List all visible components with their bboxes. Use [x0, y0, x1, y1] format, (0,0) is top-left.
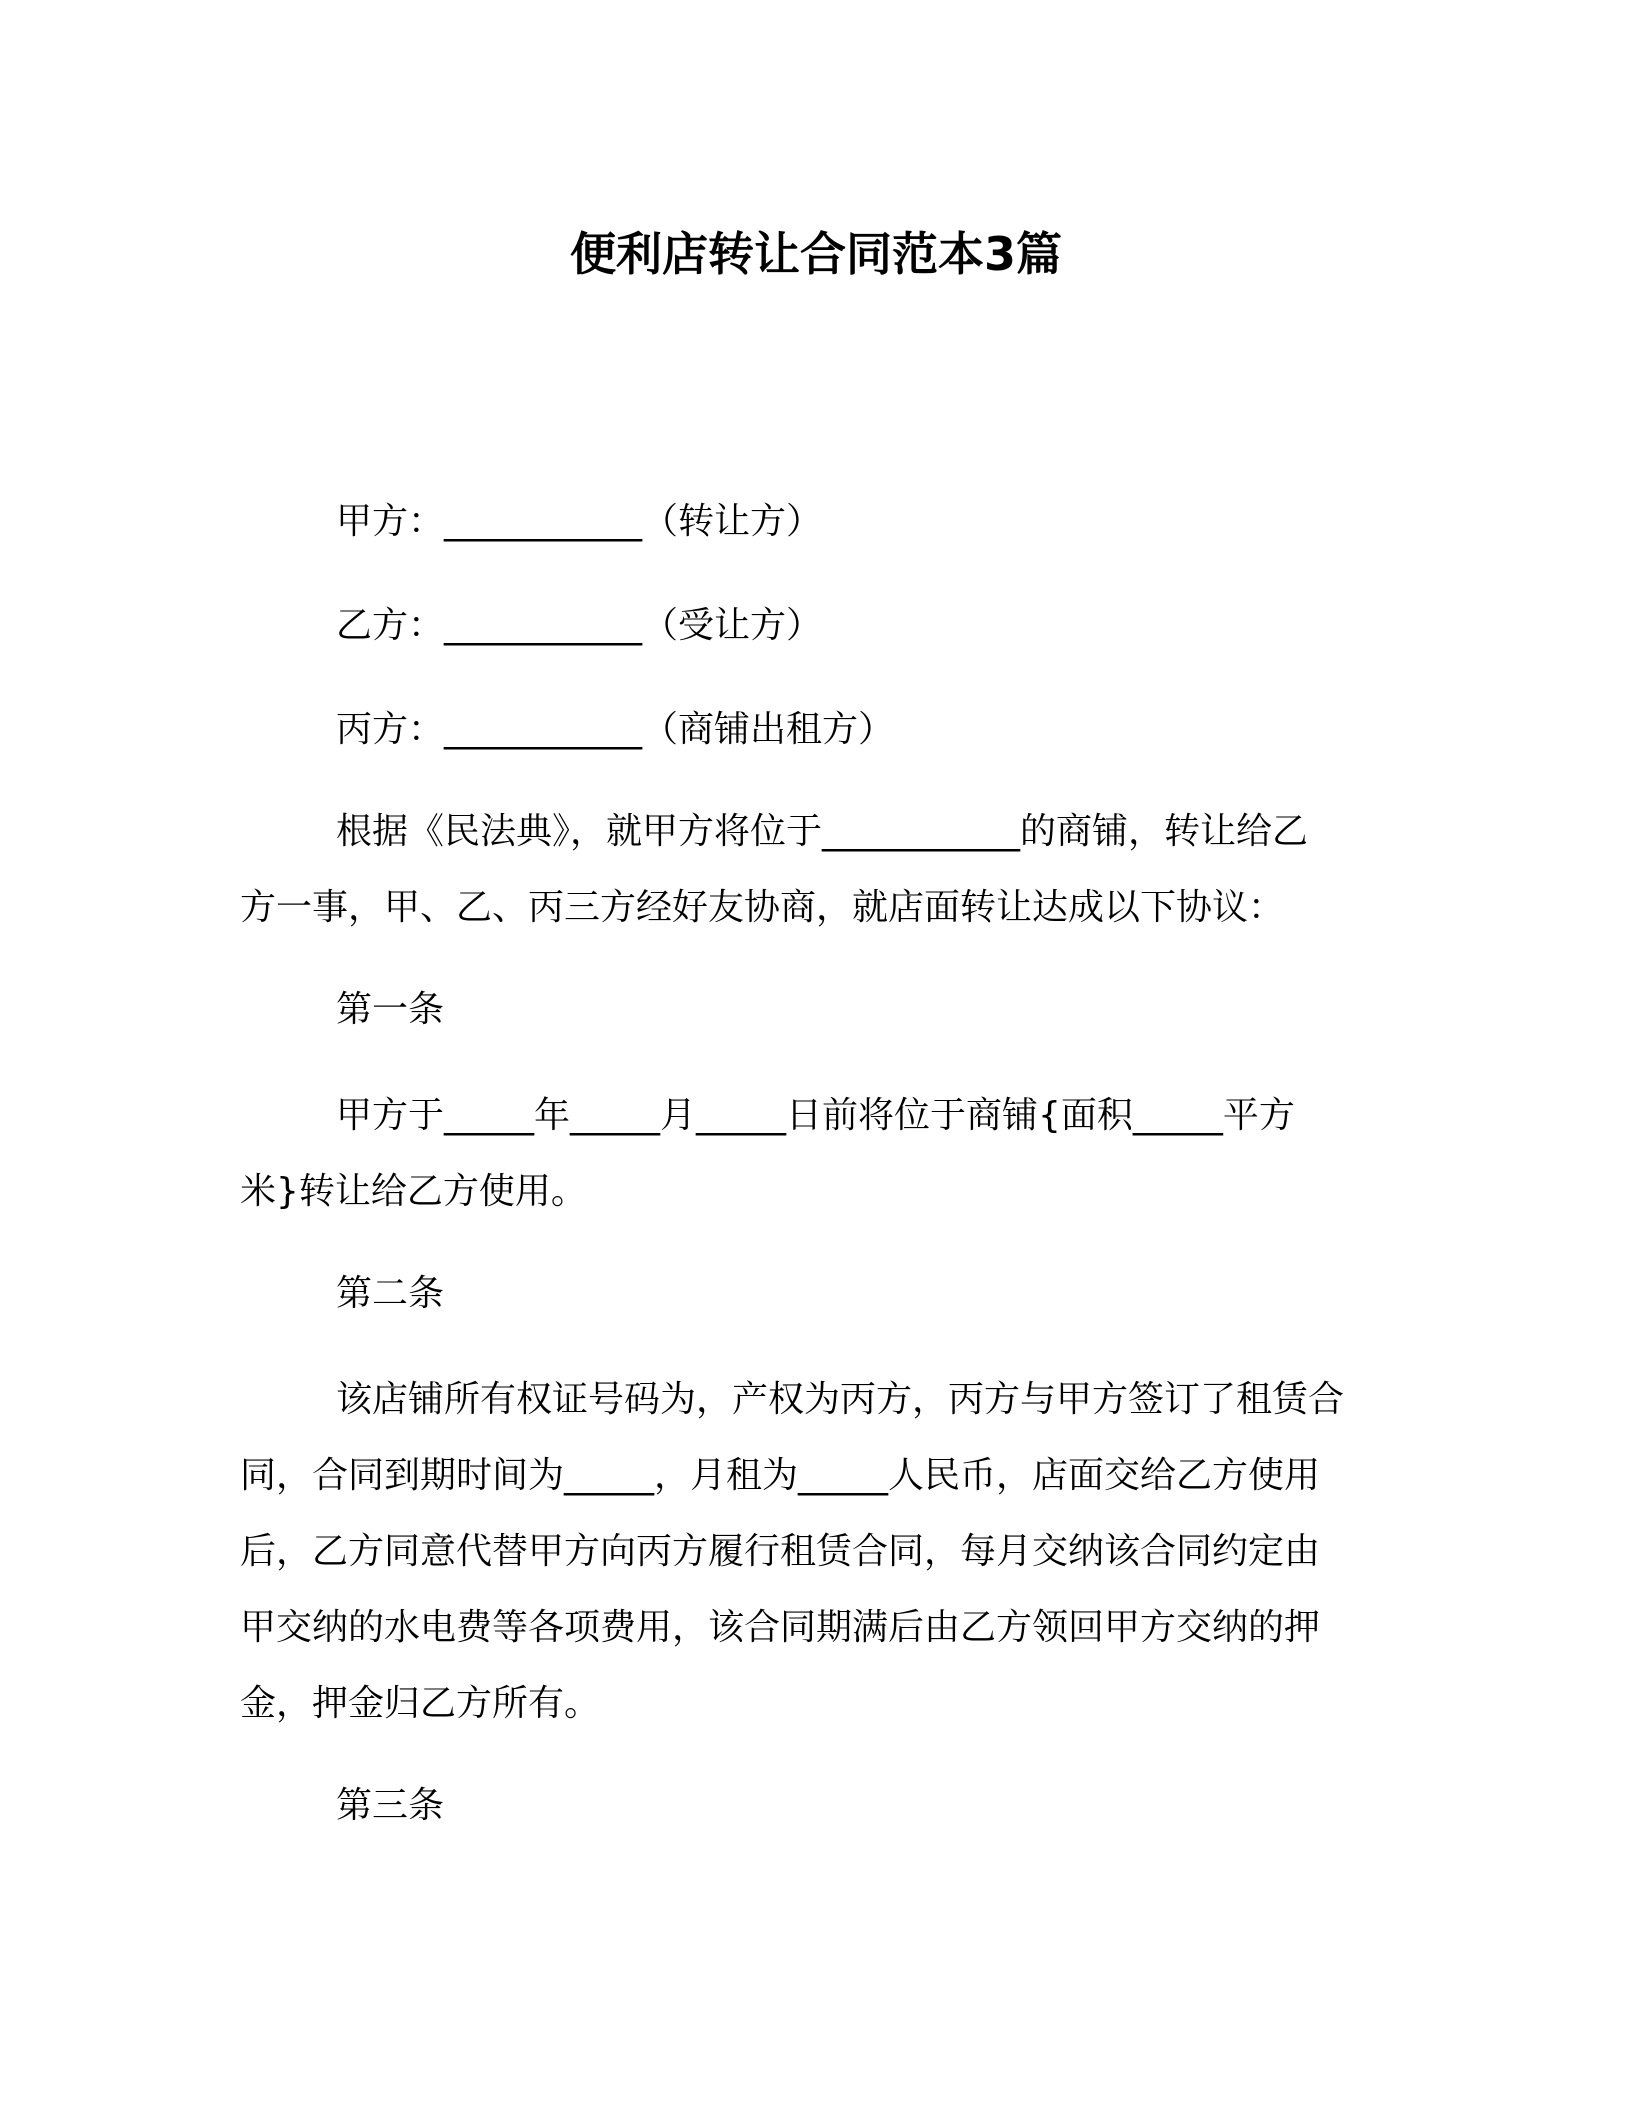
document-title: 便利店转让合同范本3篇 — [569, 227, 1062, 281]
article-heading-3: 第三条 — [336, 1785, 445, 1826]
article-2-line-2: 同，合同到期时间为_____，月租为_____人民币，店面交给乙方使用 — [240, 1455, 1321, 1496]
article-1-line-2: 米}转让给乙方使用。 — [240, 1171, 587, 1212]
article-2-line-4: 甲交纳的水电费等各项费用，该合同期满后由乙方领回甲方交纳的押 — [240, 1607, 1321, 1648]
article-heading-1: 第一条 — [336, 989, 445, 1030]
party-c-line: 丙方：___________（商铺出租方） — [336, 709, 895, 750]
preamble-line-1: 根据《民法典》，就甲方将位于___________的商铺，转让给乙 — [336, 811, 1309, 852]
article-2-line-5: 金，押金归乙方所有。 — [240, 1683, 601, 1724]
party-b-line: 乙方：___________（受让方） — [336, 605, 823, 646]
article-1-line-1: 甲方于_____年_____月_____日前将位于商铺{面积_____平方 — [336, 1095, 1295, 1136]
article-2-line-1: 该店铺所有权证号码为，产权为丙方，丙方与甲方签订了租赁合 — [336, 1379, 1345, 1420]
party-a-line: 甲方：___________（转让方） — [336, 501, 823, 542]
preamble-line-2: 方一事，甲、乙、丙三方经好友协商，就店面转让达成以下协议： — [240, 887, 1285, 928]
article-heading-2: 第二条 — [336, 1273, 445, 1314]
article-2-line-3: 后，乙方同意代替甲方向丙方履行租赁合同，每月交纳该合同约定由 — [240, 1531, 1321, 1572]
